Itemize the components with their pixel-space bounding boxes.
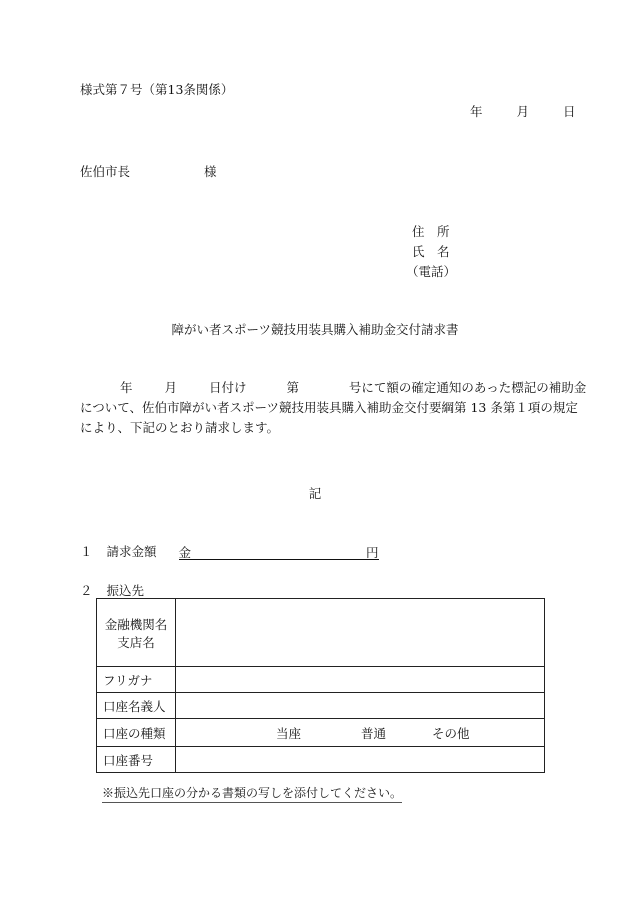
- request-amount-row: [80, 542, 379, 560]
- document-title: 障がい者スポーツ競技用装具購入補助金交付請求書: [171, 322, 459, 337]
- table-row: [97, 719, 545, 747]
- account-type-other[interactable]: その他: [431, 725, 470, 741]
- item1-number: １: [80, 544, 93, 559]
- name-label: 氏 名: [412, 244, 450, 259]
- body-line-3: により、下記のとおり請求します。: [80, 420, 280, 435]
- date-year: 年: [470, 104, 483, 119]
- table-row: [97, 599, 545, 667]
- body-year: 年: [119, 380, 133, 395]
- kin-label: 金: [178, 545, 192, 560]
- yen-label: 円: [365, 545, 379, 560]
- request-amount-label: 請求金額: [106, 544, 157, 559]
- transfer-destination-label: 振込先: [106, 583, 145, 598]
- body-day-dated: 日付け: [208, 380, 247, 395]
- table-row: [97, 667, 545, 693]
- furigana-field[interactable]: [176, 667, 545, 693]
- addressee: [80, 162, 217, 180]
- account-number-label: 口座番号: [97, 747, 176, 773]
- transfer-destination-row: [80, 581, 144, 599]
- account-type-current[interactable]: 当座: [275, 725, 301, 741]
- institution-name-label: 金融機関名: [104, 616, 168, 632]
- body-dai: 第: [286, 380, 299, 395]
- table-row: [97, 747, 545, 773]
- phone-label: （電話）: [406, 264, 457, 279]
- bank-account-table: [96, 598, 545, 773]
- honorific: 様: [204, 164, 217, 179]
- applicant-block: [406, 222, 457, 282]
- date-day: 日: [562, 104, 576, 119]
- branch-name-label: 支店名: [117, 634, 155, 650]
- furigana-label: フリガナ: [97, 667, 176, 693]
- account-number-field[interactable]: [176, 747, 545, 773]
- city-mayor: 佐伯市長: [80, 164, 131, 179]
- table-row: [97, 693, 545, 719]
- body-line-2: について、佐伯市障がい者スポーツ競技用装具購入補助金交付要綱第 13 条第１項の規定: [80, 400, 578, 415]
- item2-number: ２: [80, 583, 93, 598]
- form-number: 様式第７号（第13条関係）: [80, 82, 234, 97]
- account-type-label: 口座の種類: [97, 719, 176, 747]
- account-type-options: [176, 719, 545, 747]
- institution-label: [97, 599, 176, 667]
- address-label: 住 所: [412, 224, 450, 239]
- account-holder-label: 口座名義人: [97, 693, 176, 719]
- attachment-note: ※振込先口座の分かる書類の写しを添付してください。: [102, 784, 402, 803]
- date-line: [470, 102, 575, 120]
- institution-field[interactable]: [176, 599, 545, 667]
- account-type-ordinary[interactable]: 普通: [360, 725, 386, 741]
- ki-heading: 記: [308, 486, 322, 501]
- body-line-1: [80, 378, 587, 398]
- body-line1-rest: 号にて額の確定通知のあった標記の補助金: [348, 380, 587, 395]
- body-month: 月: [164, 380, 177, 395]
- date-month: 月: [516, 104, 529, 119]
- account-holder-field[interactable]: [176, 693, 545, 719]
- request-body: [80, 378, 587, 438]
- amount-field[interactable]: [179, 543, 379, 560]
